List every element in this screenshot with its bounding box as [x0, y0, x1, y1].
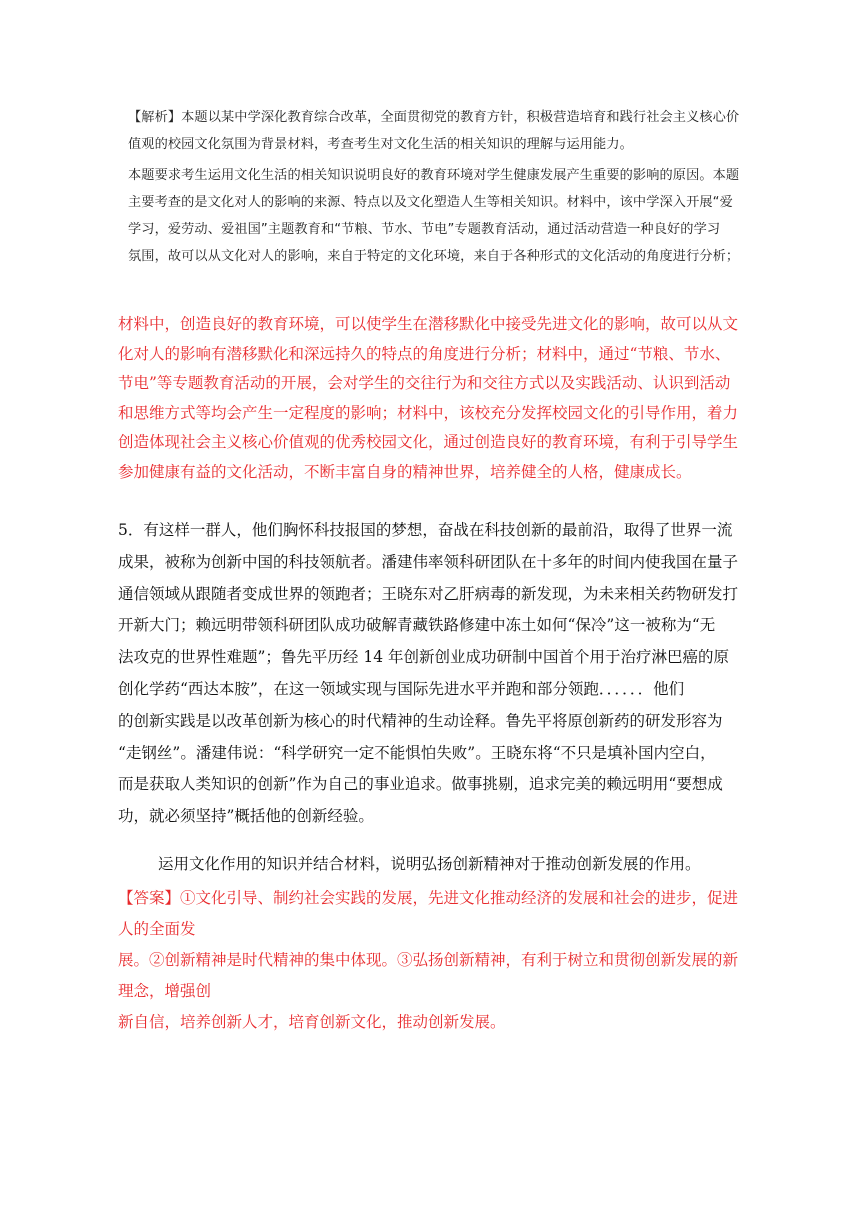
question-line: 通信领域从跟随者变成世界的领跑者；王晓东对乙肝病毒的新发现，为未来相关药物研发打: [118, 584, 739, 603]
question-line: 5．有这样一群人，他们胸怀科技报国的梦想，奋战在科技创新的最前沿，取得了世界一流: [118, 521, 733, 539]
answer-line: 人的全面发: [118, 920, 196, 938]
red-line: 节电”等专题教育活动的开展，会对学生的交往行为和交往方式以及实践活动、认识到活动: [118, 374, 731, 392]
analysis-line: 本题要求考生运用文化生活的相关知识说明良好的教育环境对学生健康发展产生重要的影响的原因。本题: [128, 168, 740, 183]
question-line: 开新大门；赖远明带领科研团队成功破解青藏铁路修建中冻土如何“保冷”这一被称为“无: [118, 616, 716, 635]
answer-line: 理念，增强创: [118, 982, 212, 1000]
question-line: 而是获取人类知识的创新”作为自己的事业追求。做事挑剔，追求完美的赖远明用“要想成: [118, 775, 723, 794]
question-line: “走钢丝”。潘建伟说：“科学研究一定不能惧怕失败”。王晓东将“不只是填补国内空白，: [118, 743, 716, 762]
red-line: 和思维方式等均会产生一定程度的影响；材料中，该校充分发挥校园文化的引导作用，着力: [118, 403, 739, 422]
analysis-line: 主要考查的是文化对人的影响的来源、特点以及文化塑造人生等相关知识。材料中，该中学深入开展“爱: [128, 195, 733, 210]
analysis-scan-block: [128, 104, 738, 304]
analysis-line: 学习，爱劳动、爱祖国”主题教育和“节粮、节水、节电”专题教育活动，通过活动营造一种良好的学习: [128, 222, 721, 237]
red-line: 参加健康有益的文化活动，不断丰富自身的精神世界，培养健全的人格，健康成长。: [118, 462, 692, 481]
analysis-line: 值观的校园文化氛围为背景材料，考查考生对文化生活的相关知识的理解与运用能力。: [128, 137, 633, 152]
answer-block: [118, 883, 748, 1038]
analysis-line: 【解析】本题以某中学深化教育综合改革，全面贯彻党的教育方针，积极营造培育和践行社会主义核心价: [128, 110, 740, 125]
question-line: 功，就必须坚持”概括他的创新经验。: [118, 807, 374, 826]
red-line: 化对人的影响有潜移默化和深远持久的特点的角度进行分析；材料中，通过“节粮、节水、: [118, 344, 731, 363]
answer-line: 【答案】①文化引导、制约社会实践的发展，先进文化推动经济的发展和社会的进步，促进: [118, 889, 739, 907]
answer-line: 新自信，培养创新人才，培育创新文化，推动创新发展。: [118, 1013, 506, 1031]
red-line: 材料中，创造良好的教育环境，可以使学生在潜移默化中接受先进文化的影响，故可以从文: [118, 315, 739, 333]
question-task: 运用文化作用的知识并结合材料，说明弘扬创新精神对于推动创新发展的作用。: [158, 855, 701, 873]
question-5: [118, 515, 748, 833]
question-line: 成果，被称为创新中国的科技领航者。潘建伟率领科研团队在十多年的时间内使我国在量子: [118, 552, 739, 571]
analysis-continuation: [118, 310, 748, 487]
answer-line: 展。②创新精神是时代精神的集中体现。③弘扬创新精神，有利于树立和贯彻创新发展的新: [118, 951, 739, 969]
analysis-line: 氛围，故可以从文化对人的影响，来自于特定的文化环境，来自于各种形式的文化活动的角度进行分析；: [128, 249, 740, 264]
question-line: 的创新实践是以改革创新为核心的时代精神的生动诠释。鲁先平将原创新药的研发形容为: [118, 711, 723, 730]
question-line: 创化学药“西达本胺”，在这一领域实现与国际先进水平并跑和部分领跑．．．．．．他们: [118, 679, 685, 698]
question-line: 法攻克的世界性难题”；鲁先平历经 14 年创新创业成功研制中国首个用于治疗淋巴癌的原: [118, 648, 730, 667]
red-line: 创造体现社会主义核心价值观的优秀校园文化，通过创造良好的教育环境，有利于引导学生: [118, 433, 739, 451]
